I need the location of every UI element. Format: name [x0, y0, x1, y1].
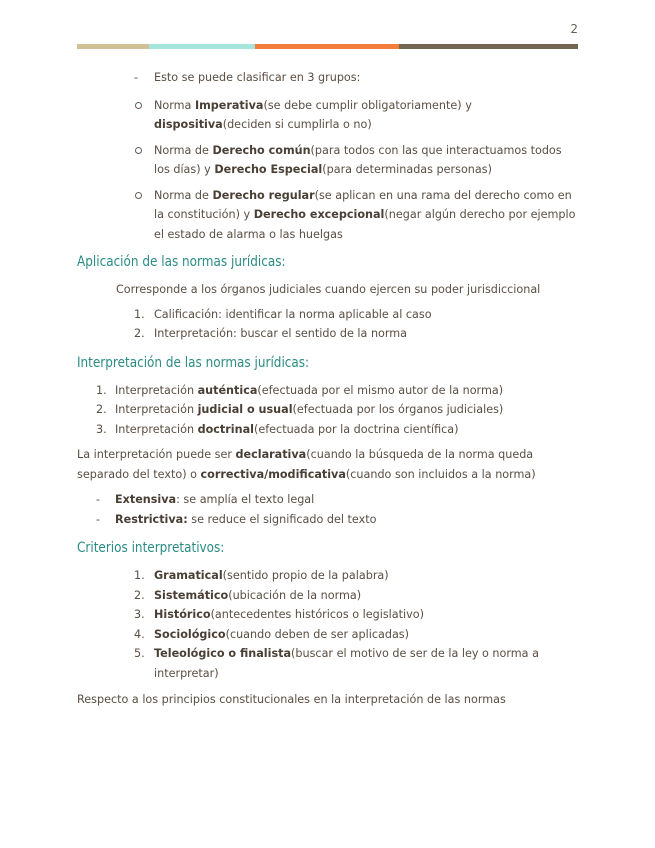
dash-marker: - [134, 71, 139, 84]
intro-bullet-text: Esto se puede clasificar en 3 grupos: [154, 71, 361, 84]
group-item-2: Norma de Derecho común(para todos con las que interactuamos todos los días) y Derecho Especial(para determinadas personas) [77, 141, 579, 180]
criterios-item-5: 5. Teleológico o finalista(buscar el motivo de ser de la ley o norma a interpretar) [134, 647, 539, 680]
circle-bullet-icon [135, 147, 142, 154]
page-number: 2 [570, 22, 578, 36]
criterios-item-4: 4. Sociológico(cuando deben de ser aplicadas) [134, 627, 409, 641]
color-bar-segment-orange [255, 44, 399, 49]
interpretacion-paragraph: La interpretación puede ser declarativa(cuando la búsqueda de la norma queda separado del texto) o correctiva/modificativa(cuando son incluidos a la norma) [77, 448, 536, 481]
header-color-bar [77, 44, 578, 49]
criterios-closing: Respecto a los principios constitucionales en la interpretación de las normas [77, 693, 506, 706]
criterios-item-3: 3. Histórico(antecedentes históricos o legislativo) [134, 608, 424, 621]
circle-bullet-icon [135, 192, 142, 199]
aplicacion-item-2: 2. Interpretación: buscar el sentido de la norma [134, 327, 408, 340]
document-body [77, 68, 579, 716]
dash-marker: - [96, 493, 101, 506]
aplicacion-paragraph: Corresponde a los órganos judiciales cuando ejercen su poder jurisdiccional [116, 283, 541, 296]
interpretacion-subitem-2: - Restrictiva: se reduce el significado del texto [77, 510, 579, 530]
interpretacion-item-2: 2. Interpretación judicial o usual(efectuada por los órganos judiciales) [96, 403, 504, 416]
criterios-item-2: 2. Sistemático(ubicación de la norma) [134, 588, 362, 602]
heading-interpretacion: Interpretación de las normas jurídicas: [77, 354, 310, 371]
aplicacion-item-1: 1. Calificación: identificar la norma aplicable al caso [134, 307, 432, 321]
color-bar-segment-brown [399, 44, 578, 49]
dash-marker: - [96, 512, 101, 526]
interpretacion-item-3: 3. Interpretación doctrinal(efectuada por la doctrina científica) [96, 422, 459, 436]
heading-criterios: Criterios interpretativos: [77, 540, 225, 556]
interpretacion-item-1: 1. Interpretación auténtica(efectuada por el mismo autor de la norma) [96, 383, 504, 397]
circle-bullet-icon [135, 102, 142, 109]
group-item-1: Norma Imperativa(se debe cumplir obligatoriamente) y dispositiva(deciden si cumplirla o no) [77, 96, 579, 135]
color-bar-segment-tan [77, 44, 149, 49]
interpretacion-subitem-1: - Extensiva: se amplía el texto legal [77, 490, 579, 510]
criterios-item-1: 1. Gramatical(sentido propio de la palabra) [134, 569, 389, 582]
intro-bullet [77, 68, 579, 88]
heading-aplicacion: Aplicación de las normas jurídicas: [77, 254, 286, 270]
color-bar-segment-aqua [149, 44, 255, 49]
group-item-3: Norma de Derecho regular(se aplican en una rama del derecho como en la constitución) y Derecho excepcional(negar algún derecho por ejemplo el estado de alarma o las huelgas [77, 186, 579, 245]
